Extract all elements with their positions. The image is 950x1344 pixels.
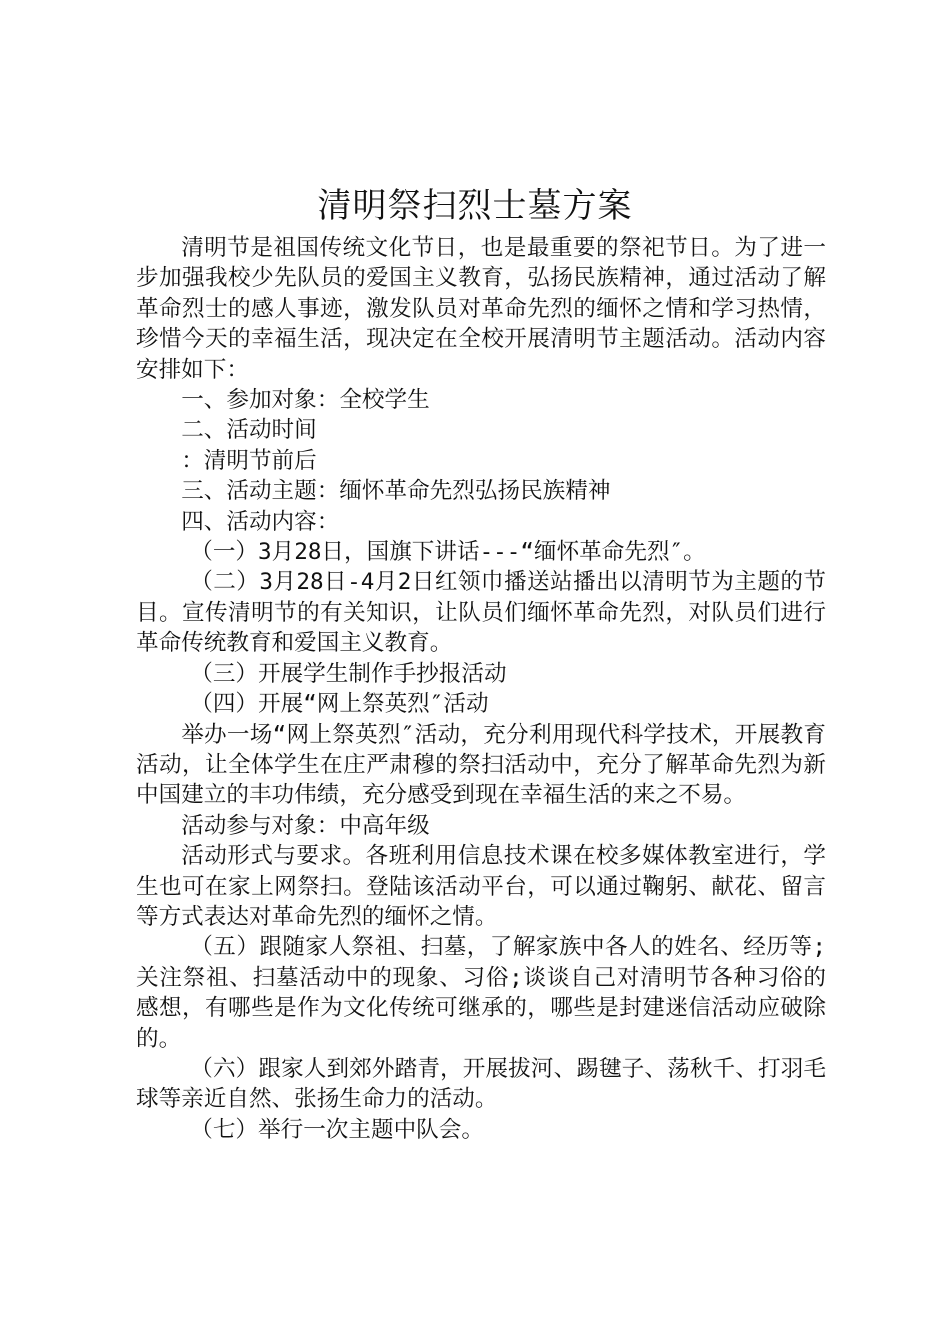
paragraph-item-1: （一）3月28日，国旗下讲话---“缅怀革命先烈″。 [190, 539, 706, 566]
paragraph-time-value: ：清明节前后 [181, 447, 317, 474]
paragraph-item-7: （七）举行一次主题中队会。 [190, 1116, 484, 1143]
paragraph-time-heading: 二、活动时间 [181, 417, 317, 444]
paragraph-item-4-format: 活动形式与要求。各班利用信息技术课在校多媒体教室进行，学生也可在家上网祭扫。登陆该活动平台，可以通过鞠躬、献花、留言等方式表达对革命先烈的缅怀之情。 [136, 843, 826, 930]
paragraph-item-4: （四）开展“网上祭英烈″活动 [190, 691, 489, 718]
paragraph-item-3: （三）开展学生制作手抄报活动 [190, 660, 507, 687]
paragraph-theme: 三、活动主题：缅怀革命先烈弘扬民族精神 [181, 478, 611, 505]
paragraph-item-4-audience: 活动参与对象：中高年级 [181, 812, 430, 839]
paragraph-item-2: （二）3月28日-4月2日红领巾播送站播出以清明节为主题的节目。宣传清明节的有关知识，让队员们缅怀革命先烈，对队员们进行革命传统教育和爱国主义教育。 [136, 569, 826, 657]
paragraph-item-4-detail: 举办一场“网上祭英烈″活动，充分利用现代科学技术，开展教育活动，让全体学生在庄严肃穆的祭扫活动中，充分了解革命先烈为新中国建立的丰功伟绩，充分感受到现在幸福生活的来之不易。 [136, 721, 826, 809]
paragraph-content-heading: 四、活动内容： [181, 508, 340, 535]
paragraph-item-5: （五）跟随家人祭祖、扫墓，了解家族中各人的姓名、经历等;关注祭祖、扫墓活动中的现象、习俗;谈谈自己对清明节各种习俗的感想，有哪些是作为文化传统可继承的，哪些是封建迷信活动应破除的。 [136, 934, 826, 1052]
paragraph-participants: 一、参加对象：全校学生 [181, 387, 430, 414]
document-title: 清明祭扫烈士墓方案 [317, 186, 633, 226]
paragraph-intro: 清明节是祖国传统文化节日，也是最重要的祭祀节日。为了进一步加强我校少先队员的爱国主义教育，弘扬民族精神，通过活动了解革命烈士的感人事迹，激发队员对革命先烈的缅怀之情和学习热情，珍惜今天的幸福生活，现决定在全校开展清明节主题活动。活动内容安排如下： [136, 235, 826, 383]
document-body [136, 233, 826, 1145]
paragraph-item-6: （六）跟家人到郊外踏青，开展拔河、踢毽子、荡秋千、打羽毛球等亲近自然、张扬生命力的活动。 [136, 1055, 826, 1113]
